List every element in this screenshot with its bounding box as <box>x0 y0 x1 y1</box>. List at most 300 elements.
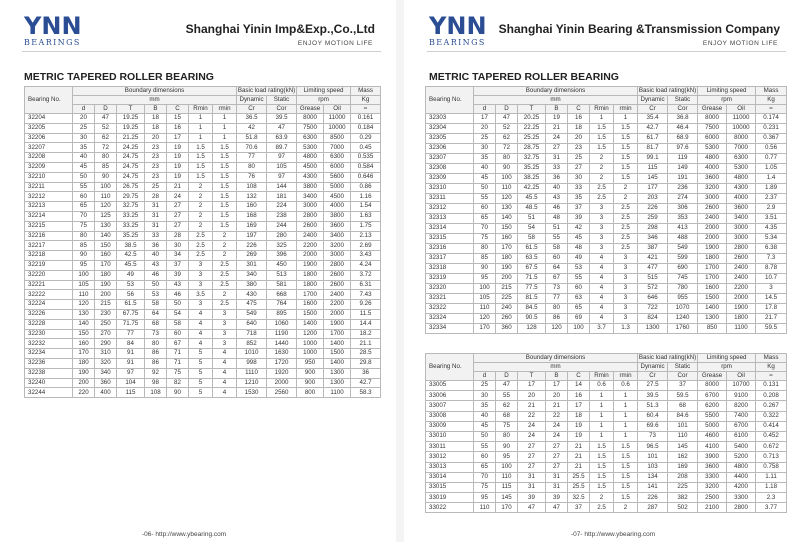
bearing-number: 32208 <box>25 153 73 163</box>
table-cell: 353 <box>668 214 698 224</box>
table-cell: 3 <box>614 264 638 274</box>
table-cell: 1400 <box>698 304 727 314</box>
table-cell: 30 <box>568 174 590 184</box>
bearing-number: 33022 <box>426 503 474 513</box>
table-cell: 27 <box>546 442 568 452</box>
table-cell: 27 <box>167 221 189 231</box>
table-cell: 53 <box>568 264 590 274</box>
bearing-number: 32314 <box>426 224 474 234</box>
table-cell: 105 <box>73 280 95 290</box>
table-cell: 95 <box>474 493 496 503</box>
table-cell: 99.1 <box>638 154 668 164</box>
table-cell: 0.584 <box>351 162 381 172</box>
table-row <box>25 358 381 368</box>
table-cell: 430 <box>237 290 267 300</box>
table-cell: 2.3 <box>756 493 787 503</box>
table-cell: 50 <box>167 300 189 310</box>
table-cell: 4200 <box>727 482 756 492</box>
table-cell: 515 <box>638 274 668 284</box>
header-unit-mm: mm <box>73 96 237 105</box>
table-cell: 3 <box>213 319 237 329</box>
bearing-number: 32244 <box>25 388 73 398</box>
table-cell: 0.414 <box>756 421 787 431</box>
table-cell: 80 <box>237 162 267 172</box>
table-cell: 852 <box>237 339 267 349</box>
table-cell: 1800 <box>297 270 324 280</box>
table-cell: 0.267 <box>756 401 787 411</box>
table-cell: 1500 <box>698 294 727 304</box>
table-cell: 4 <box>189 339 213 349</box>
table-cell: 3.51 <box>756 214 787 224</box>
page-footer: -07- http://www.ybearing.com <box>571 531 656 538</box>
table-row <box>426 124 787 134</box>
table-cell: 160 <box>496 234 518 244</box>
table-cell: 1900 <box>698 244 727 254</box>
table-cell: 3200 <box>698 184 727 194</box>
table-cell: 2 <box>189 221 213 231</box>
table-cell: 5000 <box>698 421 727 431</box>
table-cell: 24.75 <box>117 172 145 182</box>
bearing-number: 32214 <box>25 211 73 221</box>
table-cell: 35 <box>568 194 590 204</box>
table-cell: 170 <box>496 503 518 513</box>
table-cell: 49 <box>117 270 145 280</box>
table-cell: 130 <box>73 309 95 319</box>
table-cell: 1300 <box>324 378 351 388</box>
table-cell: 3 <box>614 294 638 304</box>
table-cell: 60 <box>474 204 496 214</box>
table-cell: 77.5 <box>518 284 546 294</box>
table-cell: 73 <box>546 284 568 294</box>
table-cell: 27 <box>546 452 568 462</box>
table-cell: 35.25 <box>117 231 145 241</box>
table-cell: 2 <box>189 192 213 202</box>
table-cell: 3300 <box>727 493 756 503</box>
table-cell: 3600 <box>324 221 351 231</box>
table-cell: 52 <box>95 123 117 133</box>
table-cell: 7000 <box>727 144 756 154</box>
bearing-number: 32238 <box>25 368 73 378</box>
table-cell: 72 <box>95 143 117 153</box>
table-cell: 65 <box>474 214 496 224</box>
table-cell: 25 <box>73 123 95 133</box>
col-header: Cor <box>668 372 698 381</box>
table-cell: 2000 <box>324 309 351 319</box>
table-row <box>426 284 787 294</box>
table-cell: 581 <box>267 280 297 290</box>
table-cell: 25.5 <box>568 482 590 492</box>
table-cell: 1.5 <box>614 452 638 462</box>
table-cell: 3800 <box>324 211 351 221</box>
table-cell: 895 <box>267 309 297 319</box>
col-header: B <box>145 105 167 114</box>
table-cell: 130 <box>496 204 518 214</box>
table-cell: 119 <box>668 154 698 164</box>
table-cell: 340 <box>95 368 117 378</box>
table-cell: 4000 <box>324 202 351 212</box>
table-cell: 80 <box>73 231 95 241</box>
col-header: Grease <box>698 105 727 114</box>
table-cell: 850 <box>698 324 727 334</box>
table-cell: 67 <box>546 274 568 284</box>
table-cell: 4400 <box>727 472 756 482</box>
table-cell: 2 <box>590 174 614 184</box>
table-cell: 24 <box>518 431 546 441</box>
table-cell: 39 <box>518 493 546 503</box>
table-cell: 1.5 <box>213 192 237 202</box>
table-cell: 90 <box>95 172 117 182</box>
table-cell: 6000 <box>324 162 351 172</box>
table-cell: 1700 <box>698 264 727 274</box>
table-cell: 35.4 <box>638 114 668 124</box>
header-limiting-speed: Limiting speed <box>698 354 756 363</box>
col-header: ≈ <box>351 105 381 114</box>
table-cell: 23 <box>568 144 590 154</box>
table-cell: 1400 <box>297 319 324 329</box>
table-cell: 7.43 <box>351 290 381 300</box>
header-load-rating: Basic load rating(kN) <box>237 86 296 94</box>
table-cell: 6300 <box>297 133 324 143</box>
table-cell: 1500 <box>324 349 351 359</box>
table-cell: 38.25 <box>518 174 546 184</box>
table-cell: 380 <box>237 280 267 290</box>
table-cell: 6300 <box>324 153 351 163</box>
table-cell: 33.25 <box>117 211 145 221</box>
table-cell: 2400 <box>698 214 727 224</box>
table-cell: 34 <box>167 251 189 261</box>
table-cell: 236 <box>668 184 698 194</box>
table-cell: 67 <box>167 339 189 349</box>
header-columns <box>25 105 381 114</box>
table-cell: 54 <box>518 224 546 234</box>
table-cell: 718 <box>237 329 267 339</box>
table-cell: 36.8 <box>668 114 698 124</box>
bearing-table <box>425 86 787 334</box>
table-row <box>426 274 787 284</box>
table-cell: 20 <box>568 134 590 144</box>
table-cell: 19 <box>546 114 568 124</box>
table-cell: 21.1 <box>351 339 381 349</box>
table-cell: 1 <box>213 123 237 133</box>
table-cell: 10700 <box>727 381 756 391</box>
table-cell: 208 <box>668 472 698 482</box>
table-cell: 260 <box>496 314 518 324</box>
slogan: ENJOY MOTION LIFE <box>297 40 373 47</box>
table-cell: 115 <box>496 482 518 492</box>
table-cell: 1.3 <box>614 324 638 334</box>
table-cell: 18 <box>145 123 167 133</box>
table-cell: 39.5 <box>638 391 668 401</box>
table-cell: 2800 <box>727 244 756 254</box>
table-row <box>426 411 787 421</box>
table-row <box>426 114 787 124</box>
table-cell: 28.75 <box>518 144 546 154</box>
table-cell: 1.5 <box>213 182 237 192</box>
table-cell: 5000 <box>324 182 351 192</box>
table-cell: 55 <box>474 442 496 452</box>
table-row <box>25 143 381 153</box>
table-cell: 6300 <box>727 154 756 164</box>
table-cell: 0.86 <box>351 182 381 192</box>
table-cell: 60 <box>568 284 590 294</box>
table-cell: 104 <box>117 378 145 388</box>
table-cell: 3 <box>590 244 614 254</box>
table-cell: 20 <box>145 133 167 143</box>
table-cell: 42 <box>568 224 590 234</box>
table-cell: 3200 <box>698 482 727 492</box>
table-cell: 90 <box>474 264 496 274</box>
col-header: d <box>73 105 95 114</box>
table-cell: 0.646 <box>351 172 381 182</box>
table-cell: 1.5 <box>590 124 614 134</box>
table-cell: 3 <box>189 260 213 270</box>
table-row <box>25 270 381 280</box>
table-cell: 1.63 <box>351 211 381 221</box>
table-cell: 190 <box>95 280 117 290</box>
table-cell: 91 <box>117 349 145 359</box>
header-unit-kg: Kg <box>756 96 787 105</box>
table-cell: 35 <box>474 154 496 164</box>
table-cell: 226 <box>237 241 267 251</box>
table-cell: 259 <box>638 214 668 224</box>
table-cell: 21 <box>546 124 568 134</box>
table-cell: 18 <box>568 124 590 134</box>
table-cell: 5300 <box>297 143 324 153</box>
table-cell: 646 <box>638 294 668 304</box>
table-cell: 1700 <box>698 274 727 284</box>
table-cell: 100 <box>95 182 117 192</box>
table-cell: 45 <box>73 162 95 172</box>
table-cell: 1.5 <box>614 144 638 154</box>
table-cell: 115 <box>638 164 668 174</box>
table-cell: 85 <box>73 241 95 251</box>
table-cell: 58 <box>167 319 189 329</box>
table-cell: 90 <box>73 251 95 261</box>
table-cell: 60 <box>73 192 95 202</box>
table-cell: 0.758 <box>756 462 787 472</box>
table-cell: 4 <box>213 378 237 388</box>
table-cell: 0.131 <box>756 381 787 391</box>
table-cell: 1700 <box>324 329 351 339</box>
table-cell: 1500 <box>297 309 324 319</box>
table-cell: 62 <box>496 134 518 144</box>
table-cell: 24 <box>546 431 568 441</box>
table-cell: 950 <box>297 358 324 368</box>
table-cell: 0.56 <box>756 144 787 154</box>
table-cell: 32.75 <box>117 202 145 212</box>
table-cell: 3.77 <box>756 503 787 513</box>
table-cell: 690 <box>668 264 698 274</box>
header-load-rating: Basic load rating(kN) <box>638 353 697 361</box>
table-cell: 1 <box>213 133 237 143</box>
table-cell: 75 <box>474 234 496 244</box>
table-cell: 53 <box>145 290 167 300</box>
table-cell: 21.7 <box>756 314 787 324</box>
table-row <box>426 204 787 214</box>
table-cell: 101 <box>638 452 668 462</box>
table-cell: 215 <box>496 284 518 294</box>
table-cell: 39 <box>167 270 189 280</box>
table-row <box>25 329 381 339</box>
table-row <box>25 162 381 172</box>
bearing-table <box>24 86 381 398</box>
header-limiting-speed: Limiting speed <box>698 87 756 96</box>
table-cell: 62 <box>95 133 117 143</box>
bearing-number: 32304 <box>426 124 474 134</box>
table-cell: 28 <box>167 231 189 241</box>
table-cell: 8500 <box>324 133 351 143</box>
table-cell: 413 <box>668 224 698 234</box>
col-header: Cr <box>638 372 668 381</box>
table-cell: 387 <box>638 244 668 254</box>
table-cell: 1720 <box>267 358 297 368</box>
col-header: Oil <box>727 372 756 381</box>
table-cell: 200 <box>73 378 95 388</box>
table-cell: 71.75 <box>117 319 145 329</box>
table-cell: 25 <box>145 182 167 192</box>
table-cell: 134 <box>638 472 668 482</box>
table-row <box>25 300 381 310</box>
table-cell: 177 <box>638 184 668 194</box>
table-cell: 58 <box>145 300 167 310</box>
table-cell: 1.4 <box>756 174 787 184</box>
table-cell: 21 <box>518 401 546 411</box>
table-cell: 301 <box>237 260 267 270</box>
table-cell: 0.184 <box>351 123 381 133</box>
table-cell: 1 <box>614 401 638 411</box>
table-cell: 5400 <box>727 442 756 452</box>
table-cell: 4 <box>189 309 213 319</box>
table-cell: 1900 <box>297 260 324 270</box>
table-row <box>426 234 787 244</box>
bearing-number: 32319 <box>426 274 474 284</box>
table-cell: 6700 <box>727 421 756 431</box>
bearing-number: 33015 <box>426 482 474 492</box>
table-cell: 140 <box>496 214 518 224</box>
col-header: Rmin <box>189 105 213 114</box>
table-row <box>426 421 787 431</box>
table-cell: 63.5 <box>518 254 546 264</box>
table-cell: 3000 <box>727 234 756 244</box>
table-cell: 2 <box>189 202 213 212</box>
table-cell: 35.25 <box>518 164 546 174</box>
col-header: Cor <box>668 105 698 114</box>
table-cell: 40 <box>474 164 496 174</box>
table-cell: 2.37 <box>756 194 787 204</box>
table-cell: 97 <box>117 368 145 378</box>
table-cell: 421 <box>638 254 668 264</box>
table-cell: 120 <box>546 324 568 334</box>
table-cell: 3300 <box>698 472 727 482</box>
table-cell: 42.5 <box>117 251 145 261</box>
table-cell: 45.5 <box>518 194 546 204</box>
bearing-number: 33008 <box>426 411 474 421</box>
table-cell: 6.31 <box>351 280 381 290</box>
table-cell: 6.38 <box>756 244 787 254</box>
col-header: Cr <box>638 105 668 114</box>
table-cell: 110 <box>95 192 117 202</box>
table-cell: 58 <box>546 244 568 254</box>
table-cell: 1440 <box>267 339 297 349</box>
table-cell: 25 <box>474 134 496 144</box>
table-cell: 40 <box>145 251 167 261</box>
table-cell: 51 <box>546 224 568 234</box>
table-cell: 1700 <box>297 290 324 300</box>
bearing-number: 32212 <box>25 192 73 202</box>
table-cell: 4300 <box>297 172 324 182</box>
table-cell: 68 <box>496 411 518 421</box>
table-cell: 4 <box>590 274 614 284</box>
table-cell: 360 <box>496 324 518 334</box>
table-cell: 45.5 <box>117 260 145 270</box>
bearing-number: 32207 <box>25 143 73 153</box>
table-cell: 2400 <box>297 231 324 241</box>
table-cell: 55 <box>568 274 590 284</box>
table-cell: 110 <box>668 431 698 441</box>
col-header: rmin <box>614 105 638 114</box>
table-cell: 50 <box>474 431 496 441</box>
table-cell: 170 <box>73 349 95 359</box>
table-cell: 1.5 <box>614 472 638 482</box>
table-cell: 5 <box>189 378 213 388</box>
table-cell: 2.5 <box>213 270 237 280</box>
table-cell: 50 <box>145 280 167 290</box>
table-cell: 19 <box>167 162 189 172</box>
table-cell: 1.5 <box>614 154 638 164</box>
table-cell: 20.25 <box>518 114 546 124</box>
table-cell: 16 <box>568 114 590 124</box>
table-cell: 1 <box>614 411 638 421</box>
table-cell: 8000 <box>698 381 727 391</box>
table-cell: 1010 <box>237 349 267 359</box>
table-cell: 2 <box>189 211 213 221</box>
table-cell: 6200 <box>698 401 727 411</box>
table-cell: 23 <box>145 143 167 153</box>
table-cell: 4500 <box>297 162 324 172</box>
table-row <box>426 214 787 224</box>
table-cell: 2.5 <box>614 244 638 254</box>
table-cell: 2600 <box>324 280 351 290</box>
logo-text: YNN <box>24 12 82 40</box>
table-cell: 360 <box>95 378 117 388</box>
table-cell: 2.5 <box>189 241 213 251</box>
table-cell: 48 <box>568 244 590 254</box>
table-cell: 47 <box>496 114 518 124</box>
table-cell: 1.5 <box>590 452 614 462</box>
table-cell: 100 <box>568 324 590 334</box>
table-cell: 1400 <box>324 358 351 368</box>
table-cell: 7500 <box>297 123 324 133</box>
table-cell: 33 <box>145 231 167 241</box>
table-cell: 77 <box>117 329 145 339</box>
table-cell: 30 <box>474 144 496 154</box>
table-cell: 2 <box>213 231 237 241</box>
table-cell: 2200 <box>727 284 756 294</box>
table-cell: 7000 <box>324 143 351 153</box>
table-cell: 68 <box>668 401 698 411</box>
bearing-number: 32305 <box>426 134 474 144</box>
table-cell: 24 <box>518 421 546 431</box>
table-cell: 3 <box>614 304 638 314</box>
company-name: Shanghai Yinin Bearing &Transmission Company <box>498 22 780 36</box>
table-cell: 81.7 <box>638 144 668 154</box>
col-header: D <box>95 105 117 114</box>
table-cell: 2 <box>189 182 213 192</box>
table-cell: 1 <box>614 421 638 431</box>
table-cell: 1 <box>590 431 614 441</box>
table-cell: 2.5 <box>213 260 237 270</box>
table-cell: 89.7 <box>267 143 297 153</box>
